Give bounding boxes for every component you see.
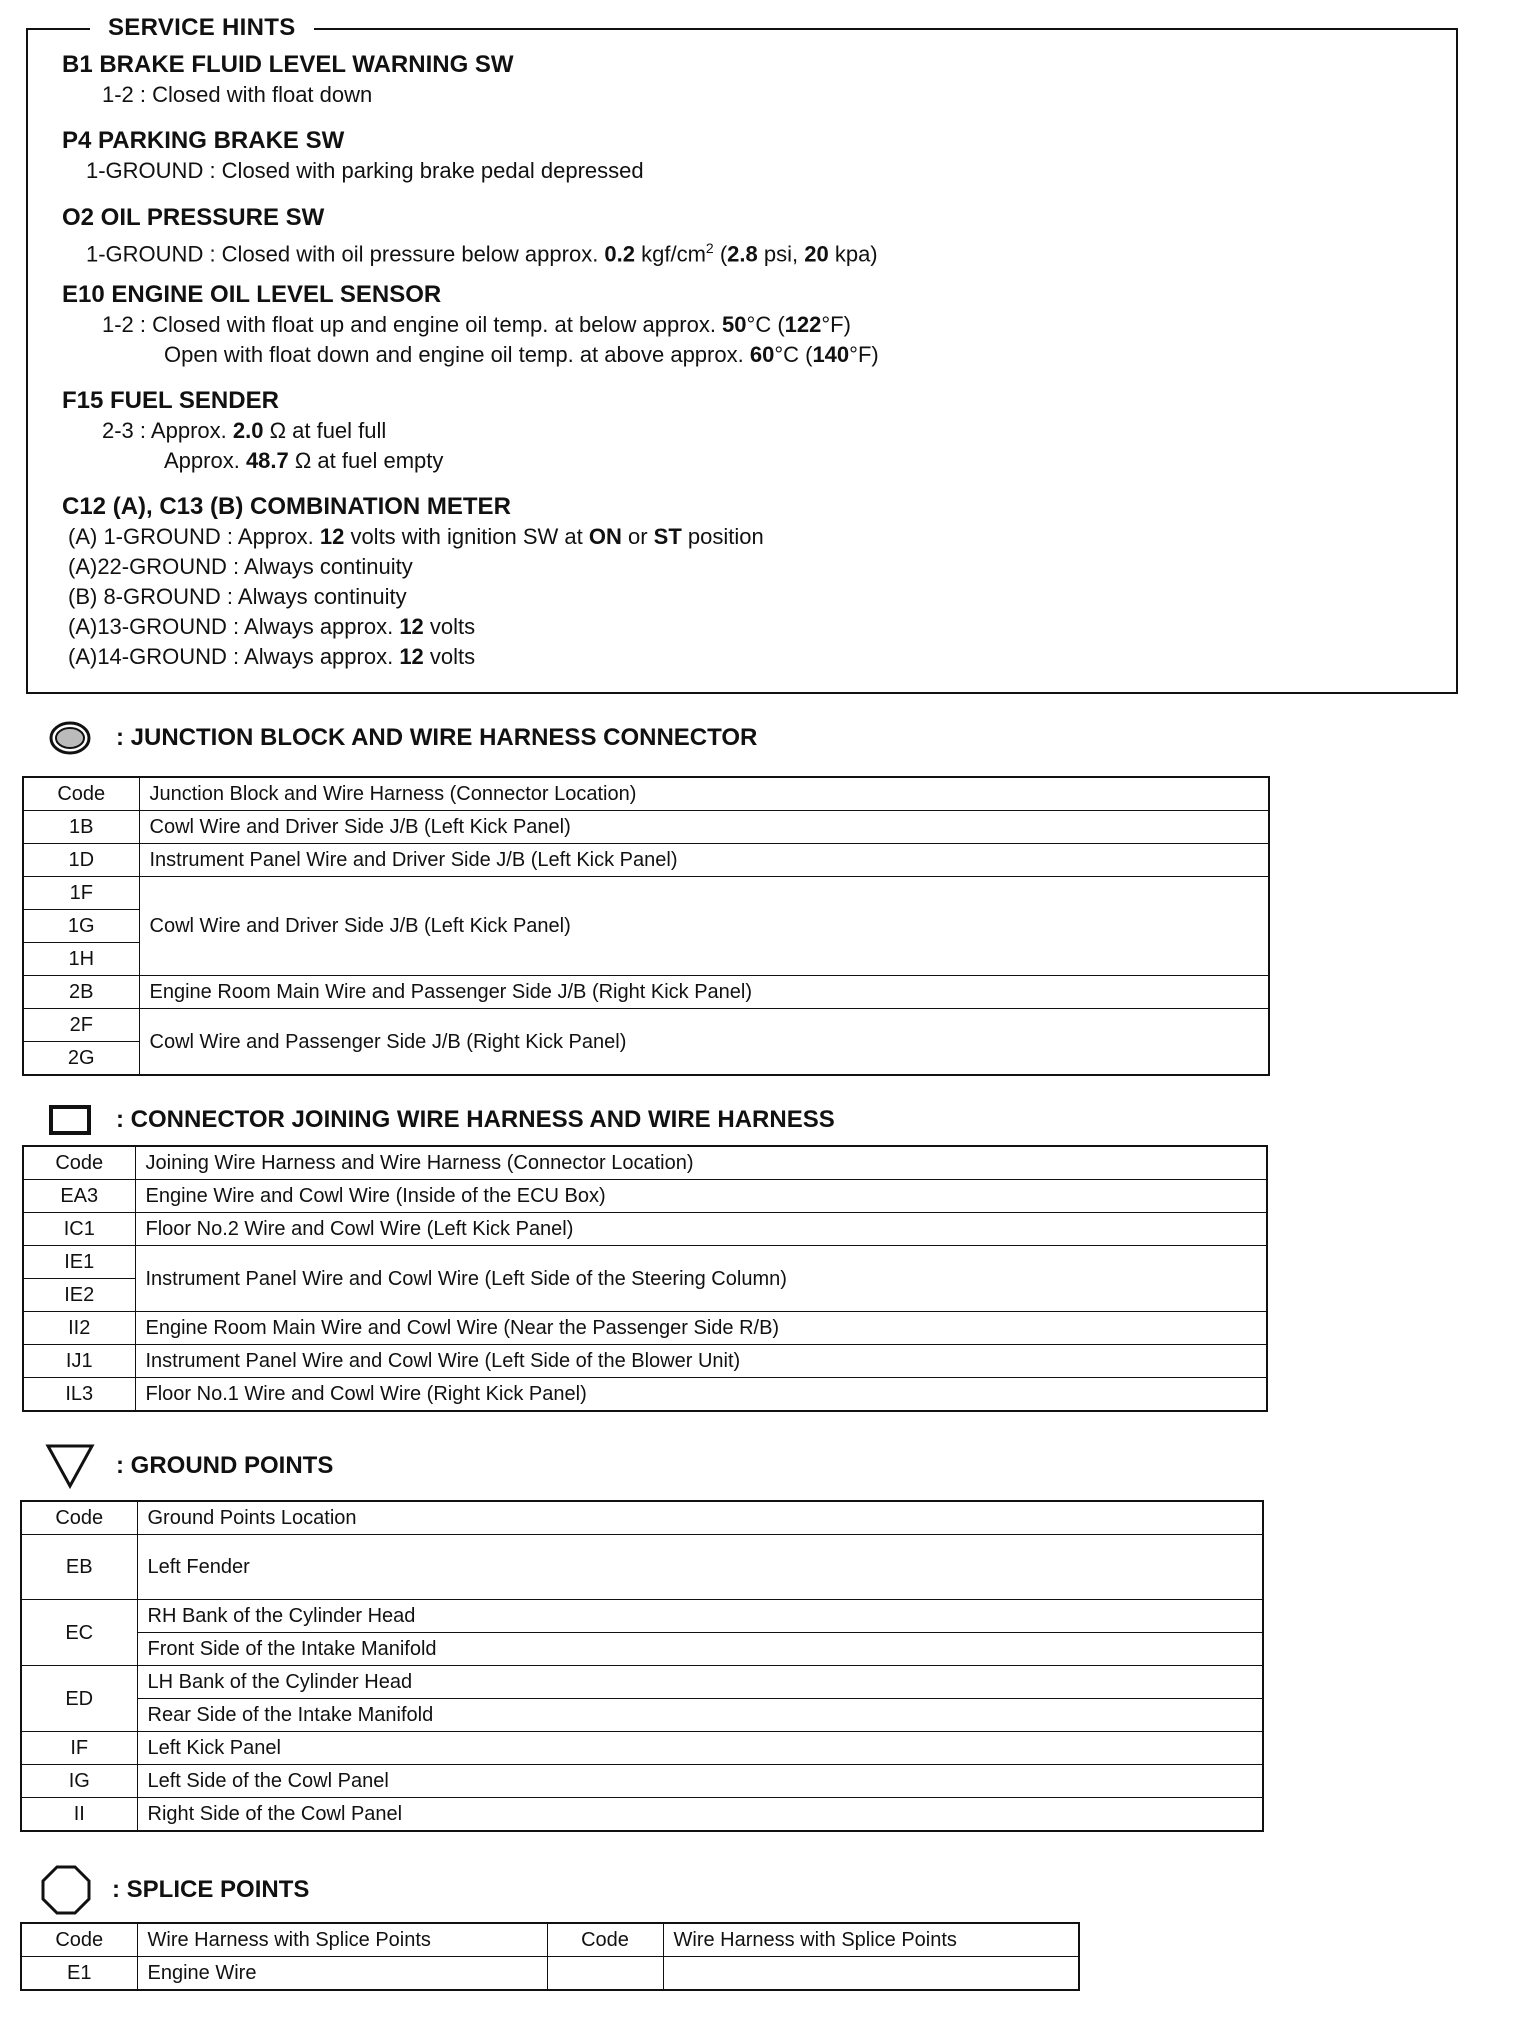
hint-heading: F15 FUEL SENDER — [62, 387, 279, 414]
hint-line: Approx. 48.7 Ω at fuel empty — [164, 448, 444, 473]
header-code: Code — [547, 1923, 663, 1957]
table-row: EC RH Bank of the Cylinder Head — [21, 1600, 1263, 1633]
hint-heading: P4 PARKING BRAKE SW — [62, 127, 345, 154]
table-row: 1G — [23, 910, 1269, 943]
table-row: 1D Instrument Panel Wire and Driver Side J/B (Left Kick Panel) — [23, 844, 1269, 877]
table-row: Front Side of the Intake Manifold — [21, 1633, 1263, 1666]
table-row: IF Left Kick Panel — [21, 1732, 1263, 1765]
header-description: Wire Harness with Splice Points — [663, 1923, 1079, 1957]
table-header-row — [21, 1501, 1263, 1535]
hint-heading: C12 (A), C13 (B) COMBINATION METER — [62, 493, 511, 520]
junction-table — [22, 776, 1270, 1076]
table-row: IG Left Side of the Cowl Panel — [21, 1765, 1263, 1798]
table-row: IC1 Floor No.2 Wire and Cowl Wire (Left Kick Panel) — [23, 1213, 1267, 1246]
hint-line: 1-2 : Closed with float up and engine oil temp. at below approx. 50°C (122°F) — [102, 312, 851, 337]
ground-table — [20, 1500, 1264, 1832]
header-code: Code — [23, 777, 139, 811]
hint-line: (A)22-GROUND : Always continuity — [68, 554, 413, 579]
table-row: E1 Engine Wire — [21, 1957, 1079, 1991]
junction-block-icon — [44, 712, 96, 764]
table-row: IL3 Floor No.1 Wire and Cowl Wire (Right Kick Panel) — [23, 1378, 1267, 1412]
table-row: 1B Cowl Wire and Driver Side J/B (Left Kick Panel) — [23, 811, 1269, 844]
hint-line: (A) 1-GROUND : Approx. 12 volts with ignition SW at ON or ST position — [68, 524, 764, 549]
splice-section-title: : SPLICE POINTS — [112, 1876, 310, 1903]
junction-section-title: : JUNCTION BLOCK AND WIRE HARNESS CONNECTOR — [116, 724, 758, 751]
table-row: IE2 — [23, 1279, 1267, 1312]
table-row: 1F Cowl Wire and Driver Side J/B (Left Kick Panel) — [23, 877, 1269, 910]
table-row: 2G — [23, 1042, 1269, 1076]
table-row: 2F Cowl Wire and Passenger Side J/B (Right Kick Panel) — [23, 1009, 1269, 1042]
hint-heading: O2 OIL PRESSURE SW — [62, 204, 325, 231]
table-row: ED LH Bank of the Cylinder Head — [21, 1666, 1263, 1699]
service-hints-box — [26, 14, 1458, 694]
header-description: Joining Wire Harness and Wire Harness (Connector Location) — [135, 1146, 1267, 1180]
splice-section-heading — [40, 1864, 309, 1916]
ground-section-heading — [44, 1440, 333, 1492]
connector-section-title: : CONNECTOR JOINING WIRE HARNESS AND WIRE HARNESS — [116, 1106, 835, 1133]
table-row: Rear Side of the Intake Manifold — [21, 1699, 1263, 1732]
connector-square-icon — [44, 1094, 96, 1146]
ground-section-title: : GROUND POINTS — [116, 1452, 334, 1479]
table-header-row — [23, 1146, 1267, 1180]
header-description: Junction Block and Wire Harness (Connector Location) — [139, 777, 1269, 811]
table-row: EA3 Engine Wire and Cowl Wire (Inside of the ECU Box) — [23, 1180, 1267, 1213]
table-header-row — [23, 777, 1269, 811]
header-code: Code — [23, 1146, 135, 1180]
hint-line: (A)14-GROUND : Always approx. 12 volts — [68, 644, 476, 669]
hint-o2 — [62, 203, 878, 269]
connector-table — [22, 1145, 1268, 1412]
table-row: IE1 Instrument Panel Wire and Cowl Wire (Left Side of the Steering Column) — [23, 1246, 1267, 1279]
hint-f15 — [62, 386, 443, 476]
hint-p4 — [62, 126, 644, 186]
hint-heading: B1 BRAKE FLUID LEVEL WARNING SW — [62, 51, 514, 78]
table-row: 2B Engine Room Main Wire and Passenger Side J/B (Right Kick Panel) — [23, 976, 1269, 1009]
hint-e10 — [62, 280, 879, 370]
hint-heading: E10 ENGINE OIL LEVEL SENSOR — [62, 281, 442, 308]
hint-line: (B) 8-GROUND : Always continuity — [68, 584, 407, 609]
hint-line: Open with float down and engine oil temp. at above approx. 60°C (140°F) — [164, 342, 879, 367]
hint-line: 1-2 : Closed with float down — [102, 82, 373, 107]
table-row: II Right Side of the Cowl Panel — [21, 1798, 1263, 1832]
header-code: Code — [21, 1501, 137, 1535]
table-row: EB Left Fender — [21, 1535, 1263, 1600]
junction-section-heading — [44, 712, 757, 764]
header-code: Code — [21, 1923, 137, 1957]
service-hints-title: SERVICE HINTS — [90, 14, 314, 42]
hint-b1 — [62, 50, 514, 110]
header-description: Ground Points Location — [137, 1501, 1263, 1535]
hint-line: 1-GROUND : Closed with parking brake pedal depressed — [86, 158, 644, 183]
table-row: 1H — [23, 943, 1269, 976]
table-header-row — [21, 1923, 1079, 1957]
hint-line: (A)13-GROUND : Always approx. 12 volts — [68, 614, 476, 639]
splice-octagon-icon — [40, 1864, 92, 1916]
hint-c12 — [62, 492, 764, 672]
connector-section-heading — [44, 1094, 835, 1146]
hint-line: 2-3 : Approx. 2.0 Ω at fuel full — [102, 418, 387, 443]
ground-triangle-icon — [44, 1440, 96, 1492]
splice-table — [20, 1922, 1080, 1991]
hint-line: 1-GROUND : Closed with oil pressure below approx. 0.2 kgf/$cm^2$ (2.8 psi, 20 kpa) — [86, 240, 878, 267]
header-description: Wire Harness with Splice Points — [137, 1923, 547, 1957]
table-row: II2 Engine Room Main Wire and Cowl Wire (Near the Passenger Side R/B) — [23, 1312, 1267, 1345]
table-row: IJ1 Instrument Panel Wire and Cowl Wire (Left Side of the Blower Unit) — [23, 1345, 1267, 1378]
